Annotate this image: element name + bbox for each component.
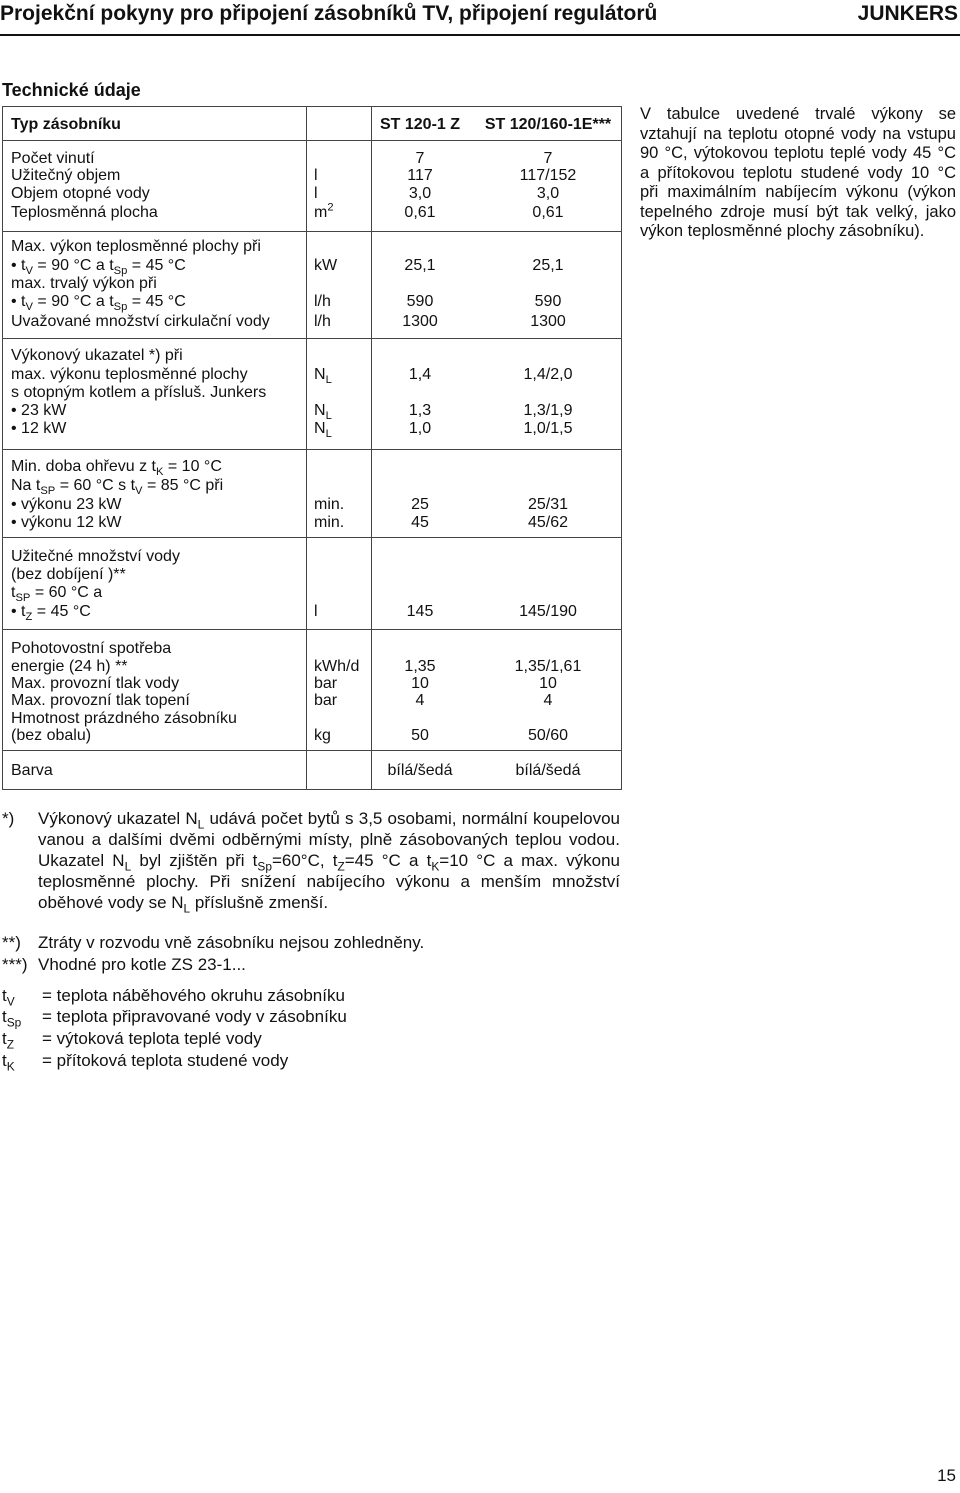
row-divider: [3, 750, 621, 751]
column-divider: [306, 107, 307, 789]
technical-data-table: [2, 106, 622, 790]
row-value-2: 117/152: [519, 167, 577, 184]
row-value-1: 1,35: [404, 658, 436, 675]
row-value-1: 145: [406, 603, 434, 620]
page-number: 15: [937, 1466, 956, 1485]
row-label: (bez dobíjení )**: [11, 566, 126, 583]
row-divider: [3, 140, 621, 141]
footnote-mark: *): [2, 809, 15, 828]
section-title: Technické údaje: [2, 80, 141, 100]
page-title: Projekční pokyny pro připojení zásobníků TV, připojení regulátorů: [0, 2, 658, 25]
row-label: • 12 kW: [11, 420, 67, 437]
row-label: Užitečný objem: [11, 167, 121, 184]
row-value-1: 117: [407, 167, 433, 184]
row-label: Teplosměnná plocha: [11, 204, 158, 221]
brand-name: JUNKERS: [857, 2, 958, 25]
row-value-2: 4: [543, 692, 553, 709]
row-unit: bar: [314, 692, 338, 709]
row-label: Uvažované množství cirkulační vody: [11, 313, 270, 330]
row-value-1: 1,4: [408, 366, 432, 383]
row-label: Barva: [11, 762, 53, 779]
row-unit: bar: [314, 675, 338, 692]
row-value-2: 590: [534, 293, 562, 310]
row-value-2: 1,4/2,0: [523, 366, 573, 383]
row-value-2: 7: [543, 150, 553, 167]
row-value-1: 3,0: [408, 185, 432, 202]
row-label: • výkonu 23 kW: [11, 496, 122, 513]
row-label: (bez obalu): [11, 727, 92, 744]
row-divider: [3, 449, 621, 450]
row-label: Výkonový ukazatel *) při: [11, 347, 183, 364]
row-label: Min. doba ohřevu z $t_K = 10$ °C: [11, 458, 222, 479]
table-header-label: Typ zásobníku: [11, 116, 121, 133]
legend-definition: = výtoková teplota teplé vody: [42, 1029, 262, 1048]
legend-symbol: $t_K$: [2, 1051, 15, 1074]
row-divider: [3, 231, 621, 232]
row-value-1: 1,3: [408, 402, 432, 419]
row-value-1: 25,1: [404, 257, 436, 274]
row-unit: l/h: [314, 293, 331, 310]
legend-definition: = teplota náběhového okruhu zásobníku: [42, 986, 345, 1005]
row-value-1: 25: [411, 496, 429, 513]
row-value-1: 45: [411, 514, 429, 531]
row-label: • $t_V = 90$ °C a $t_{Sp} = 45$ °C: [11, 293, 186, 314]
row-divider: [3, 338, 621, 339]
row-label: s otopným kotlem a přísluš. Junkers: [11, 384, 267, 401]
row-label: • $t_Z = 45$ °C: [11, 603, 91, 624]
row-value-2: bílá/šedá: [515, 762, 581, 779]
row-unit: $m^2$: [314, 201, 334, 221]
row-label: energie (24 h) **: [11, 658, 128, 675]
row-unit: $N_L$: [314, 420, 332, 441]
row-label: • 23 kW: [11, 402, 67, 419]
row-label: Pohotovostní spotřeba: [11, 640, 172, 657]
row-value-2: 10: [539, 675, 557, 692]
table-header-model-2: ST 120/160-1E***: [484, 116, 612, 133]
row-unit: min.: [314, 496, 345, 513]
footnote-mark: **): [2, 933, 21, 952]
page-header: [0, 0, 960, 34]
row-unit: l: [314, 603, 318, 620]
row-label: Hmotnost prázdného zásobníku: [11, 710, 237, 727]
row-unit: l: [314, 185, 318, 202]
table-header-model-1: ST 120-1 Z: [379, 116, 461, 133]
row-unit: $N_L$: [314, 366, 332, 387]
header-rule: [0, 34, 960, 36]
row-label: Užitečné množství vody: [11, 548, 180, 565]
row-label: Max. provozní tlak topení: [11, 692, 190, 709]
row-label: • $t_V = 90$ °C a $t_{Sp} = 45$ °C: [11, 257, 186, 278]
row-value-2: 25,1: [532, 257, 564, 274]
footnote-text: Výkonový ukazatel $N_L$ udává počet bytů s 3,5 osobami, normální koupelovou vanou a dalšími dvěmi odběrnými místy, plně zásobovaných teplou vodou. Ukazatel $N_L$ byl zjištěn při $t_{Sp}=60^\circ C$, $t_Z=45$ °C a $t_K=10$ °C a max. výkonu teplosměnné plochy. Při snížení nabíjecího výkonu a menším množství oběhové vody se $N_L$ příslušně zmenší.: [38, 809, 621, 916]
row-unit: l: [314, 167, 318, 184]
row-value-2: 1,3/1,9: [523, 402, 573, 419]
row-value-2: 1300: [530, 313, 566, 330]
row-label: Max. provozní tlak vody: [11, 675, 180, 692]
row-unit: l/h: [314, 313, 331, 330]
row-label: • výkonu 12 kW: [11, 514, 122, 531]
row-label: Max. výkon teplosměnné plochy při: [11, 238, 261, 255]
row-label: Počet vinutí: [11, 150, 95, 167]
row-unit: kg: [314, 727, 331, 744]
row-unit: kW: [314, 257, 338, 274]
side-note: V tabulce uvedené trvalé výkony se vztahují na teplotu otopné vody na vstupu 90 °C, výtokovou teplotu teplé vody 45 °C a přítokovou teplotu studené vody 10 °C při maximálním nabíjecím výkonu (výkon tepelného zdroje musí být tak velký, jako výkon teplosměnné plochy zásobníku).: [640, 105, 956, 240]
row-unit: min.: [314, 514, 345, 531]
row-value-2: 0,61: [532, 204, 564, 221]
row-unit: kWh/d: [314, 658, 360, 675]
row-value-1: 7: [415, 150, 425, 167]
row-value-1: 590: [406, 293, 434, 310]
footnote-mark: ***): [2, 955, 28, 974]
row-label: max. výkonu teplosměnné plochy: [11, 366, 248, 383]
row-value-2: 3,0: [536, 185, 560, 202]
row-label: Objem otopné vody: [11, 185, 150, 202]
legend-symbol: $t_V$: [2, 986, 15, 1009]
footnote-text: Ztráty v rozvodu vně zásobníku nejsou zohledněny.: [38, 933, 425, 952]
row-value-2: 50/60: [527, 727, 569, 744]
row-label: Na $t_{SP} = 60$ °C s $t_V = 85$ °C při: [11, 477, 224, 498]
row-value-1: 4: [415, 692, 425, 709]
legend-symbol: $t_Z$: [2, 1029, 14, 1052]
row-label: max. trvalý výkon při: [11, 275, 157, 292]
row-value-1: 1300: [402, 313, 438, 330]
legend-definition: = přítoková teplota studené vody: [42, 1051, 289, 1070]
legend-symbol: $t_{Sp}$: [2, 1007, 22, 1030]
footnote-text: Vhodné pro kotle ZS 23-1...: [38, 955, 246, 974]
row-divider: [3, 537, 621, 538]
row-unit: $N_L$: [314, 402, 332, 423]
row-value-2: 45/62: [527, 514, 569, 531]
legend-definition: = teplota připravované vody v zásobníku: [42, 1007, 347, 1026]
row-label: $t_{SP} = 60$ °C a: [11, 584, 103, 605]
row-value-2: 1,0/1,5: [523, 420, 573, 437]
row-value-2: 25/31: [527, 496, 569, 513]
row-divider: [3, 629, 621, 630]
row-value-1: bílá/šedá: [387, 762, 453, 779]
row-value-1: 0,61: [404, 204, 436, 221]
row-value-1: 50: [411, 727, 429, 744]
row-value-2: 145/190: [519, 603, 577, 620]
row-value-1: 1,0: [408, 420, 432, 437]
row-value-2: 1,35/1,61: [514, 658, 582, 675]
row-value-1: 10: [411, 675, 429, 692]
